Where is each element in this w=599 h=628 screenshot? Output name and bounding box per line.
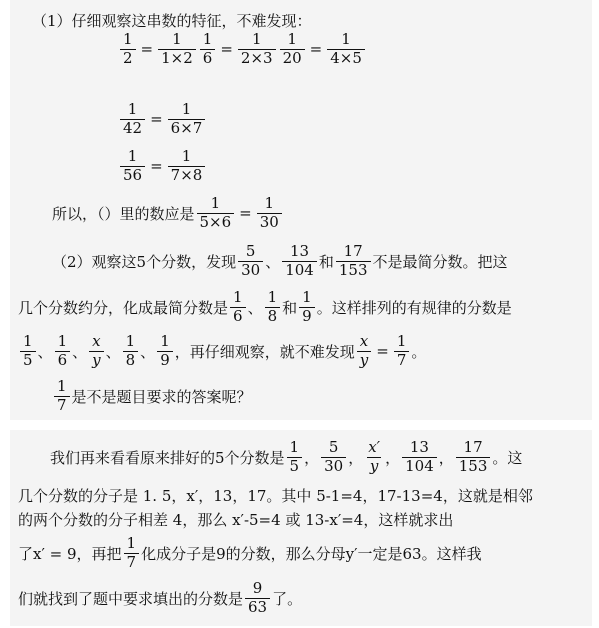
fraction: $\frac{1}{4\times 5}$ [327, 31, 365, 67]
p2-line-2: 几个分数的分子是 1. 5，x′，13，17。其中 5-1=4，17-13=4，这就是相邻 [18, 486, 533, 505]
fraction: $\frac{1}{5\times 6}$ [197, 195, 235, 231]
solution-part-1-panel [10, 0, 592, 420]
fraction: $\frac{1}{9}$ [157, 333, 173, 369]
fraction: $\frac{1}{20}$ [280, 31, 305, 67]
fraction: $\frac{1}{6}$ [55, 333, 71, 369]
fraction: $\frac{1}{6\times 7}$ [168, 101, 206, 137]
part-2-line-2: 几个分数约分，化成最简分数是 $\frac{1}{6}$ 、 $\frac{1}{8}$ 和 $\frac{1}{9}$ 。这样排列的有规律的分数是 [18, 288, 512, 325]
fraction: $\frac{1}{2\times 3}$ [238, 31, 276, 67]
fraction: $\frac{1}{42}$ [120, 101, 145, 137]
fraction: $\frac{13}{104}$ [282, 243, 317, 279]
fraction: $\frac{17}{153}$ [336, 243, 371, 279]
fraction: $\frac{1}{6}$ [230, 289, 246, 325]
so-line: 所以，（）里的数应是 $\frac{1}{5\times 6}$ = $\frac{1}{30}$ [52, 190, 284, 236]
fraction: $\frac{5}{30}$ [238, 243, 263, 279]
fraction: $\frac{1}{5}$ [20, 333, 36, 369]
equation-row-1: $\frac{1}{2}$ = $\frac{1}{1\times 2}$ $\frac{1}{6}$ = $\frac{1}{2\times 3}$ $\frac{1}{20}$ = $\frac{1}{4\times 5}$ [118, 26, 367, 72]
fraction: $\frac{5}{30}$ [321, 439, 346, 475]
fraction: $\frac{17}{153}$ [456, 439, 491, 475]
fraction: $\frac{1}{7}$ [394, 333, 410, 369]
fraction: $\frac{9}{63}$ [245, 580, 270, 616]
fraction: $\frac{1}{7}$ [124, 535, 140, 571]
fraction: $\frac{13}{104}$ [402, 439, 437, 475]
fraction: $\frac{1}{2}$ [120, 31, 136, 67]
p2-line-5: 们就找到了题中要求填出的分数是 $\frac{9}{63}$ 了。 [18, 579, 303, 616]
fraction: $\frac{1}{6}$ [200, 31, 216, 67]
fraction: $\frac{x}{y}$ [89, 333, 103, 369]
fraction: $\frac{x'}{y}$ [368, 438, 381, 475]
fraction: $\frac{1}{8}$ [265, 289, 281, 325]
intro-text: （1）仔细观察这串数的特征，不难发现： [32, 11, 312, 30]
fraction: $\frac{1}{30}$ [257, 195, 282, 231]
p2-line-4: 了x′ = 9，再把 $\frac{1}{7}$ 化成分子是9的分数，那么分母y′一定是63。这样我 [18, 534, 482, 571]
p2-line-3: 的两个分数的分子相差 4，那么 x′-5=4 或 13-x′=4，这样就求出 [18, 510, 454, 529]
part-2-line-4: $\frac{1}{7}$ 是不是题目要求的答案呢？ [52, 373, 252, 419]
fraction: $\frac{1}{9}$ [299, 289, 315, 325]
fraction: $\frac{1}{7}$ [54, 378, 70, 414]
equation-row-3: $\frac{1}{56}$ = $\frac{1}{7\times 8}$ [118, 143, 207, 189]
fraction: $\frac{1}{1\times 2}$ [158, 31, 196, 67]
fraction: $\frac{1}{7\times 8}$ [168, 148, 206, 184]
fraction: $\frac{1}{8}$ [123, 333, 139, 369]
solution-part-2-panel [10, 430, 592, 626]
fraction: $\frac{1}{5}$ [287, 439, 303, 475]
p2-line-1: 我们再来看看原来排好的5个分数是 $\frac{1}{5}$ ， $\frac{5}{30}$ ， $\frac{x'}{y}$ ， $\frac{13}{104}$ ， $\frac{17}{153}$ 。这 [50, 438, 523, 475]
fraction: $\frac{x}{y}$ [357, 333, 371, 369]
fraction: $\frac{1}{56}$ [120, 148, 145, 184]
part-2-line-1: （2）观察这5个分数，发现 $\frac{5}{30}$ 、 $\frac{13}{104}$ 和 $\frac{17}{153}$ 不是最简分数。把这 [52, 242, 508, 279]
part-2-line-3: $\frac{1}{5}$ 、 $\frac{1}{6}$ 、 $\frac{x}{y}$ 、 $\frac{1}{8}$ 、 $\frac{1}{9}$ ，再仔细观察，就不难发现 $\frac{x}{y}$ = $\frac{1}{7}$ 。 [18, 328, 426, 374]
equation-row-2: $\frac{1}{42}$ = $\frac{1}{6\times 7}$ [118, 96, 207, 142]
